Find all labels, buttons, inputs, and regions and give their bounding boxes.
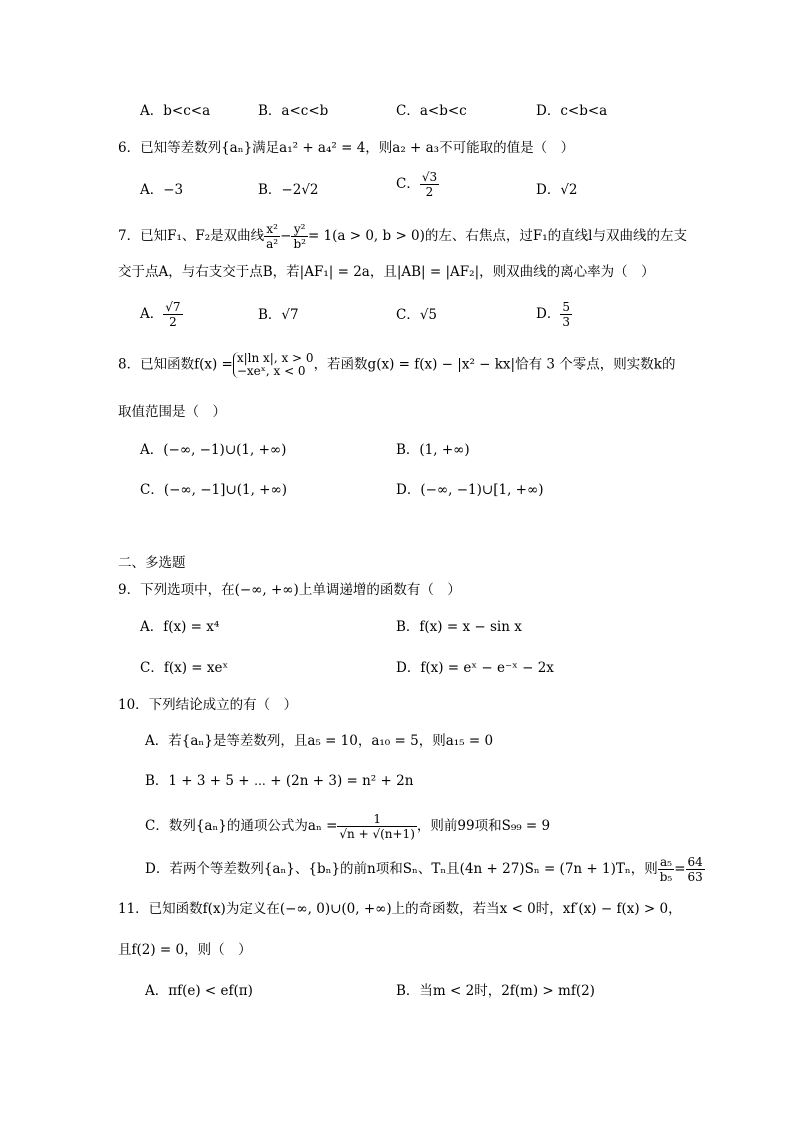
q9-option-d: D．f(x) = eˣ − e⁻ˣ − 2x xyxy=(396,660,554,676)
fraction-denominator: 2 xyxy=(425,185,434,199)
q10-option-b: B．1 + 3 + 5 + ⋯ + (2n + 3) = n² + 2n xyxy=(145,773,414,789)
fraction-numerator: x² xyxy=(264,222,280,237)
q10-option-a: A．若{aₙ}是等差数列，且a₅ = 10，a₁₀ = 5，则a₁₅ = 0 xyxy=(145,733,494,749)
q7-stem-line1: 7．已知F₁、F₂是双曲线 $\frac{\text{x²}}{\text{a²}}$ − $\frac{\text{y²}}{\text{b²}}$ = 1(a > 0, b > 0)的左、右焦点，过F₁的直线l与双曲线的左支 xyxy=(118,222,687,251)
q6-stem: 6．已知等差数列{aₙ}满足a₁² + a₄² = 4，则a₂ + a₃不可能取的值是（ ） xyxy=(118,140,575,156)
q9-option-a: A．f(x) = x⁴ xyxy=(140,619,220,635)
fraction-numerator: 1 xyxy=(337,812,417,827)
q7-stem-text: 7．已知F₁、F₂是双曲线 xyxy=(118,228,265,244)
fraction-numerator: √7 xyxy=(165,300,181,314)
q7-option-a-label: A． xyxy=(140,306,164,322)
q5-option-a: A．b<c<a xyxy=(140,103,211,119)
q7-fraction-y xyxy=(291,222,308,251)
fraction-numerator: y² xyxy=(291,222,308,237)
q6-option-c-fraction xyxy=(420,170,439,199)
q8-option-b: B．(1, +∞) xyxy=(396,442,470,458)
fraction-denominator: b₅ xyxy=(659,870,673,884)
q6-option-d: D．√2 xyxy=(536,182,578,198)
q6-option-c-label: C． xyxy=(396,176,420,192)
fraction-denominator: √n + √(n+1) xyxy=(339,827,415,841)
q7-stem-line2: 交于点A，与右支交于点B，若|AF₁| = 2a，且|AB| = |AF₂|，则双曲线的离心率为（ ） xyxy=(118,264,655,280)
fraction-denominator: a² xyxy=(266,237,279,251)
q10-option-d-fraction-1 xyxy=(658,855,675,884)
q10-option-c-text-cont: ，则前99项和S₉₉ = 9 xyxy=(416,818,551,834)
q8-stem-text: 8．已知函数f(x) = xyxy=(118,356,233,373)
q7-option-d-label: D． xyxy=(536,306,561,322)
q10-option-c-fraction xyxy=(337,812,417,841)
q7-option-a-fraction xyxy=(163,300,182,329)
q9-option-b: B．f(x) = x − sin x xyxy=(396,619,522,635)
fraction-denominator: 3 xyxy=(562,315,570,329)
q6-option-c xyxy=(396,170,439,199)
q8-case-1: x|ln x|, x > 0 xyxy=(236,351,314,365)
q10-option-c-text: C．数列{aₙ}的通项公式为aₙ = xyxy=(145,818,338,834)
q7-fraction-x xyxy=(264,222,280,251)
q9-stem: 9．下列选项中，在(−∞, +∞)上单调递增的函数有（ ） xyxy=(118,582,461,598)
fraction-numerator: 5 xyxy=(562,300,570,314)
q7-option-b: B．√7 xyxy=(258,307,299,323)
q11-stem-line1: 11．已知函数f(x)为定义在(−∞, 0)∪(0, +∞)上的奇函数，若当x < 0时，xf′(x) − f(x) > 0， xyxy=(118,901,682,917)
q11-option-a: A．πf(e) < ef(π) xyxy=(145,983,253,999)
q11-stem-line2: 且f(2) = 0，则（ ） xyxy=(118,942,252,958)
q10-option-c xyxy=(145,812,550,841)
q10-stem: 10．下列结论成立的有（ ） xyxy=(118,697,298,713)
fraction-denominator: 2 xyxy=(169,315,177,329)
q5-option-b: B．a<c<b xyxy=(258,103,329,119)
q7-stem-text-cont: = 1(a > 0, b > 0)的左、右焦点，过F₁的直线l与双曲线的左支 xyxy=(307,228,687,244)
q6-option-b: B．−2√2 xyxy=(258,182,319,198)
q8-stem-line2: 取值范围是（ ） xyxy=(118,404,226,420)
q5-option-c: C．a<b<c xyxy=(396,103,467,119)
q8-case-2: −xeˣ, x < 0 xyxy=(236,364,306,378)
q7-option-d-fraction xyxy=(560,300,572,329)
fraction-denominator: 63 xyxy=(687,870,703,884)
section-title-multiple-choice: 二、多选题 xyxy=(118,555,186,571)
q9-option-c: C．f(x) = xeˣ xyxy=(140,660,229,676)
q6-option-a: A．−3 xyxy=(140,182,184,198)
q5-option-d: D．c<b<a xyxy=(536,103,608,119)
fraction-denominator: b² xyxy=(293,237,306,251)
q8-stem-text-cont: ，若函数g(x) = f(x) − |x² − kx|恰有 3 个零点，则实数k的 xyxy=(313,356,676,373)
equals-sign: = xyxy=(674,861,686,877)
q8-piecewise xyxy=(233,352,314,378)
q8-option-c: C．(−∞, −1]∪(1, +∞) xyxy=(140,482,287,498)
q10-option-d xyxy=(145,855,705,884)
q7-option-c: C．√5 xyxy=(396,307,438,323)
q8-option-a: A．(−∞, −1)∪(1, +∞) xyxy=(140,442,287,458)
q8-option-d: D．(−∞, −1)∪[1, +∞) xyxy=(396,482,544,498)
fraction-numerator: a₅ xyxy=(658,855,675,870)
q7-option-a xyxy=(140,300,183,329)
fraction-numerator: 64 xyxy=(687,855,703,869)
q11-option-b: B．当m < 2时，2f(m) > mf(2) xyxy=(396,983,595,999)
fraction-numerator: √3 xyxy=(421,170,438,184)
q8-stem-line1 xyxy=(118,352,675,378)
q10-option-d-text: D．若两个等差数列{aₙ}、{bₙ}的前n项和Sₙ、Tₙ且(4n + 27)Sₙ = (7n + 1)Tₙ，则 xyxy=(145,861,658,877)
q10-option-d-fraction-2 xyxy=(686,855,705,884)
q7-option-d xyxy=(536,300,572,329)
